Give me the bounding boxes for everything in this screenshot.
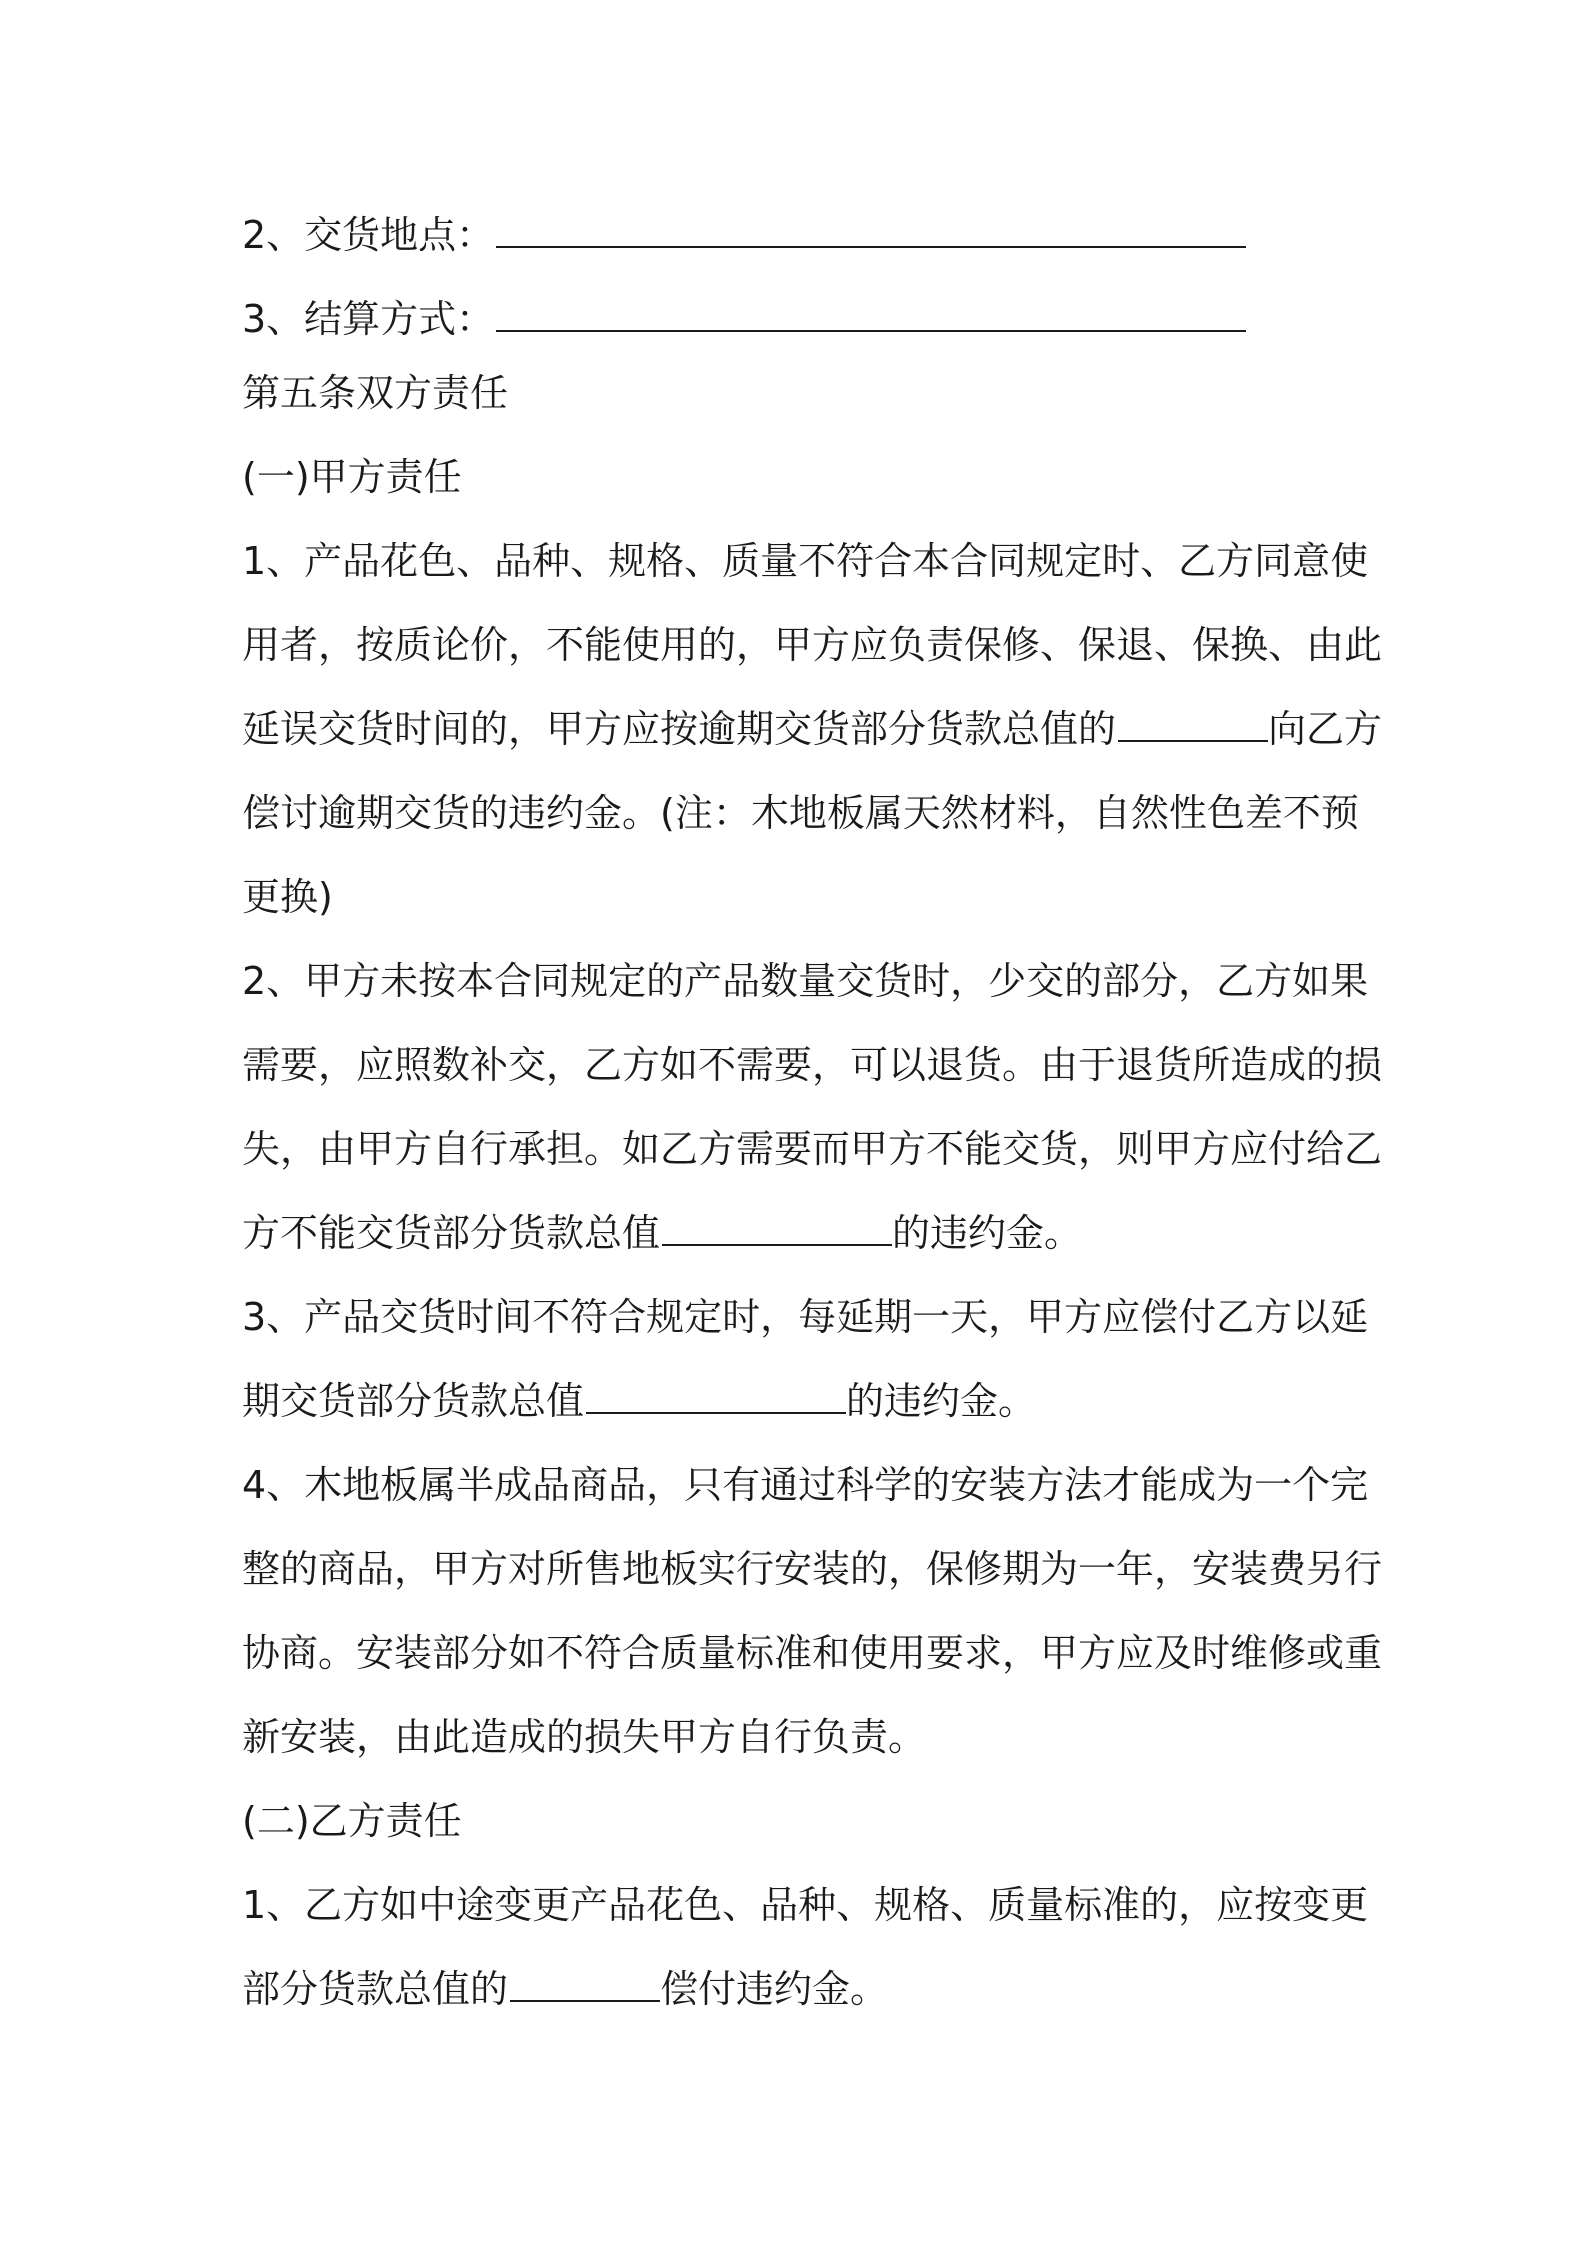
settlement-method-line (242, 296, 1362, 342)
delivery-location-blank[interactable] (496, 216, 1246, 248)
paragraph-line: 整的商品，甲方对所售地板实行安装的，保修期为一年，安装费另行 (242, 1547, 1383, 1591)
paragraph-line: 3、产品交货时间不符合规定时，每延期一天，甲方应偿付乙方以延 (242, 1295, 1369, 1339)
paragraph-line: 更换) (242, 875, 333, 919)
paragraph-line (242, 706, 1383, 752)
paragraph-line: 1、乙方如中途变更产品花色、品种、规格、质量标准的，应按变更 (242, 1883, 1369, 1927)
paragraph-line (242, 1966, 1362, 2012)
paragraph-line: 用者，按质论价，不能使用的，甲方应负责保修、保退、保换、由此 (242, 623, 1383, 667)
party-a-heading: (一)甲方责任 (242, 455, 462, 499)
paragraph-text: 延误交货时间的，甲方应按逾期交货部分货款总值的 (242, 707, 1117, 751)
paragraph-line: 偿讨逾期交货的违约金。(注：木地板属天然材料，自然性色差不预 (242, 791, 1359, 835)
party-b-heading: (二)乙方责任 (242, 1799, 462, 1843)
settlement-method-label: 3、结算方式： (242, 297, 495, 341)
paragraph-line (242, 1378, 1362, 1424)
paragraph-text: 期交货部分货款总值 (242, 1379, 585, 1423)
paragraph-text: 偿付违约金。 (660, 1967, 889, 2011)
penalty-rate-blank[interactable] (510, 1970, 660, 2002)
paragraph-line: 2、甲方未按本合同规定的产品数量交货时，少交的部分，乙方如果 (242, 959, 1369, 1003)
delivery-location-label: 2、交货地点： (242, 213, 495, 257)
paragraph-text: 方不能交货部分货款总值 (242, 1211, 661, 1255)
paragraph-text: 部分货款总值的 (242, 1967, 509, 2011)
paragraph-line (242, 1210, 1362, 1256)
paragraph-text: 的违约金。 (846, 1379, 1037, 1423)
penalty-rate-blank[interactable] (586, 1382, 846, 1414)
penalty-rate-blank[interactable] (662, 1214, 892, 1246)
settlement-method-blank[interactable] (496, 300, 1246, 332)
article-five-heading: 第五条双方责任 (242, 371, 509, 415)
paragraph-text: 的违约金。 (892, 1211, 1083, 1255)
paragraph-text: 向乙方 (1268, 707, 1383, 751)
paragraph-line: 4、木地板属半成品商品，只有通过科学的安装方法才能成为一个完 (242, 1463, 1369, 1507)
paragraph-line: 1、产品花色、品种、规格、质量不符合本合同规定时、乙方同意使 (242, 539, 1369, 583)
paragraph-line: 失，由甲方自行承担。如乙方需要而甲方不能交货，则甲方应付给乙 (242, 1127, 1383, 1171)
paragraph-line: 新安装，由此造成的损失甲方自行负责。 (242, 1715, 927, 1759)
paragraph-line: 需要，应照数补交，乙方如不需要，可以退货。由于退货所造成的损 (242, 1043, 1383, 1087)
delivery-location-line (242, 212, 1362, 258)
penalty-rate-blank[interactable] (1118, 710, 1268, 742)
paragraph-line: 协商。安装部分如不符合质量标准和使用要求，甲方应及时维修或重 (242, 1631, 1383, 1675)
